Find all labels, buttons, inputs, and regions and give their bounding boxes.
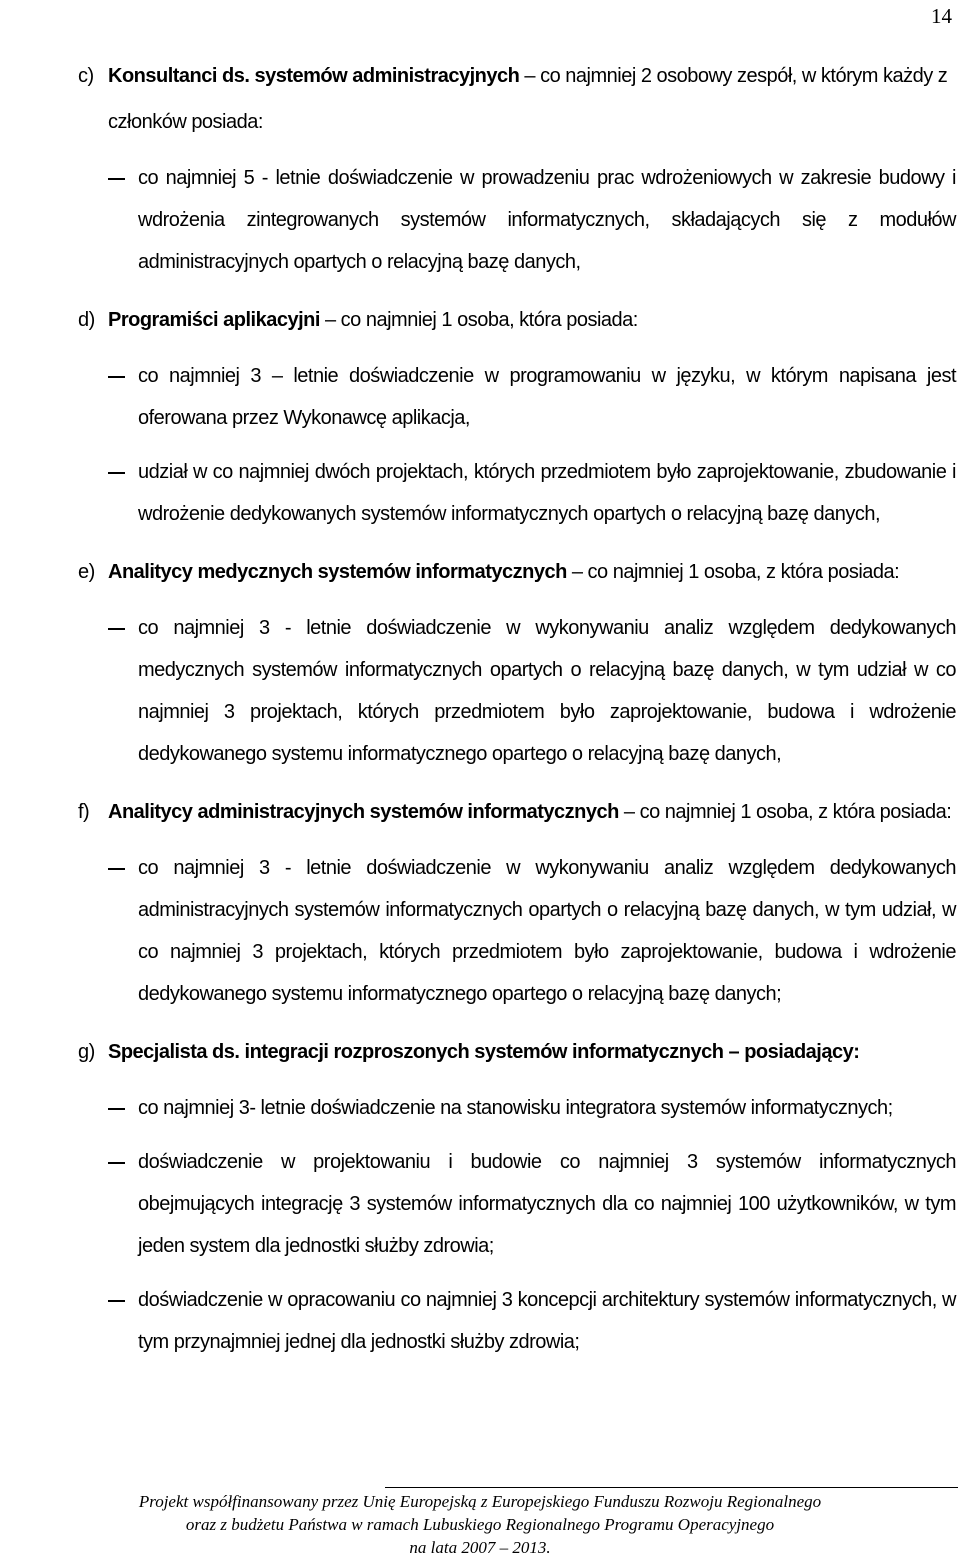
item-title: Konsultanci ds. systemów administracyjnych (108, 65, 520, 87)
requirement-text: co najmniej 5 - letnie doświadczenie w prowadzeniu prac wdrożeniowych w zakresie budowy i wdrożenia zintegrowanych systemów informatycznych, składających się z modułów administracyjnych opartych o relacyjną bazę danych, (138, 167, 956, 273)
requirement-item (78, 1087, 956, 1129)
list-item-g (78, 1029, 956, 1075)
footer-line: na lata 2007 – 2013. (409, 1538, 551, 1557)
requirement-text: udział w co najmniej dwóch projektach, których przedmiotem było zaprojektowanie, zbudowanie i wdrożenie dedykowanych systemów informatycznych opartych o relacyjną bazę danych, (138, 461, 956, 525)
dash-bullet (108, 1162, 125, 1164)
item-description: – co najmniej 1 osoba, z która posiada: (566, 561, 900, 583)
requirement-text: co najmniej 3 - letnie doświadczenie w wykonywaniu analiz względem dedykowanych administracyjnych systemów informatycznych opartych o relacyjną bazę danych, w tym udział, w co najmniej 3 projektach, których przedmiotem było zaprojektowanie, budowa i wdrożenie dedykowanego systemu informatycznego opartego o relacyjną bazę danych; (138, 857, 956, 1005)
page-footer (0, 1490, 960, 1559)
requirement-text: co najmniej 3 - letnie doświadczenie w wykonywaniu analiz względem dedykowanych medycznych systemów informatycznych opartych o relacyjną bazę danych, w tym udział w co najmniej 3 projektach, których przedmiotem było zaprojektowanie, budowa i wdrożenie dedykowanego systemu informatycznego opartego o relacyjną bazę danych, (138, 617, 956, 765)
page-number: 14 (931, 4, 952, 28)
item-title: Specjalista ds. integracji rozproszonych systemów informatycznych – posiadający: (108, 1041, 860, 1063)
dash-bullet (108, 178, 125, 180)
item-description: – co najmniej 1 osoba, która posiada: (319, 309, 638, 331)
requirement-text: doświadczenie w projektowaniu i budowie co najmniej 3 systemów informatycznych obejmujących integrację 3 systemów informatycznych dla co najmniej 100 użytkowników, w tym jeden system dla jednostki służby zdrowia; (138, 1151, 956, 1257)
item-description: – co najmniej 1 osoba, z która posiada: (618, 801, 952, 823)
item-title: Analitycy administracyjnych systemów informatycznych (108, 801, 619, 823)
list-item-e (78, 549, 956, 595)
item-label: c) (78, 65, 94, 87)
requirement-text: co najmniej 3- letnie doświadczenie na stanowisku integratora systemów informatycznych; (138, 1097, 893, 1119)
list-item-d (78, 297, 956, 343)
requirement-item (78, 355, 956, 439)
footer-line: oraz z budżetu Państwa w ramach Lubuskiego Regionalnego Programu Operacyjnego (185, 1515, 775, 1534)
dash-bullet (108, 376, 125, 378)
item-label: e) (78, 561, 95, 583)
requirement-item (78, 847, 956, 1015)
document-body (78, 53, 956, 1363)
footer-divider (385, 1487, 958, 1488)
dash-bullet (108, 628, 125, 630)
dash-bullet (108, 868, 125, 870)
item-label: g) (78, 1041, 95, 1063)
item-title: Analitycy medycznych systemów informatycznych (108, 561, 567, 583)
item-label: d) (78, 309, 95, 331)
dash-bullet (108, 1108, 125, 1110)
item-label: f) (78, 801, 90, 823)
item-title: Programiści aplikacyjni (108, 309, 320, 331)
list-item-f (78, 789, 956, 835)
item-description: – co najmniej 2 osobowy zespół, w którym każdy z członków posiada: (108, 65, 948, 133)
list-item-c (78, 53, 956, 145)
dash-bullet (108, 472, 125, 474)
requirement-item (78, 1279, 956, 1363)
requirement-item (78, 607, 956, 775)
requirement-item (78, 451, 956, 535)
requirement-text: co najmniej 3 – letnie doświadczenie w programowaniu w języku, w którym napisana jest oferowana przez Wykonawcę aplikacja, (138, 365, 956, 429)
requirement-text: doświadczenie w opracowaniu co najmniej 3 koncepcji architektury systemów informatycznych, w tym przynajmniej jednej dla jednostki służby zdrowia; (138, 1289, 956, 1353)
footer-line: Projekt współfinansowany przez Unię Europejską z Europejskiego Funduszu Rozwoju Regionalnego (138, 1492, 822, 1511)
requirement-item (78, 157, 956, 283)
requirement-item (78, 1141, 956, 1267)
dash-bullet (108, 1300, 125, 1302)
